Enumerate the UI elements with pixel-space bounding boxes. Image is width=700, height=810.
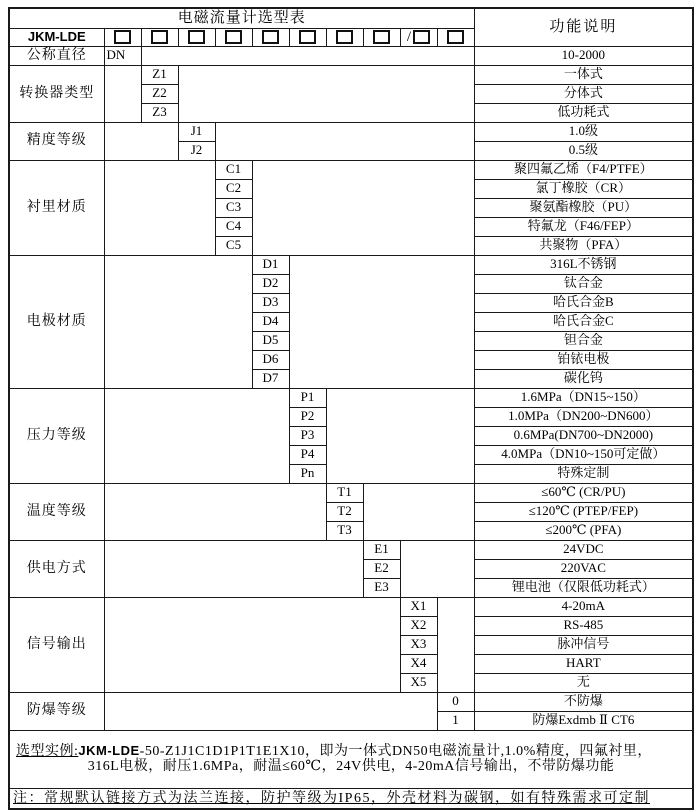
desc-cell: 4.0MPa（DN10~150可定做）	[474, 445, 693, 464]
code-cell: X2	[400, 616, 437, 635]
desc-cell: 钛合金	[474, 274, 693, 293]
desc-cell: 聚四氟乙烯（F4/PTFE）	[474, 160, 693, 179]
code-cell: Pn	[289, 464, 326, 483]
model-code-cell-9	[400, 28, 437, 46]
checkbox-icon	[151, 30, 168, 44]
spacer-cell	[437, 597, 474, 692]
model-code-cell-10	[437, 28, 474, 46]
selection-table	[8, 7, 694, 810]
desc-cell: 防爆Exdmb Ⅱ CT6	[474, 711, 693, 730]
desc-cell: RS-485	[474, 616, 693, 635]
desc-cell: 特氟龙（F46/FEP）	[474, 217, 693, 236]
desc-cell: 锂电池（仅限低功耗式）	[474, 578, 693, 597]
spacer-cell	[326, 388, 474, 483]
selection-sheet	[8, 7, 694, 810]
desc-cell: 24VDC	[474, 540, 693, 559]
code-cell: Z3	[141, 103, 178, 122]
slash-separator: /	[406, 28, 412, 45]
example-rest: -50-Z1J1C1D1P1T1E1X10，即为一体式DN50电磁流量计,1.0%精度，四氟衬里，	[139, 743, 652, 759]
checkbox-icon	[336, 30, 353, 44]
code-cell: C5	[215, 236, 252, 255]
desc-cell: ≤60℃ (CR/PU)	[474, 483, 693, 502]
checkbox-icon	[262, 30, 279, 44]
code-cell: J2	[178, 141, 215, 160]
example-note	[9, 730, 693, 788]
section-label-output: 信号输出	[9, 597, 104, 692]
example-line-2: 316L电极，耐压1.6MPa，耐温≤60℃，24V供电，4-20mA信号输出，不带防爆功能	[87, 759, 615, 774]
code-cell: Z1	[141, 65, 178, 84]
desc-cell: 共聚物（PFA）	[474, 236, 693, 255]
desc-cell: 低功耗式	[474, 103, 693, 122]
code-cell: J1	[178, 122, 215, 141]
spacer-cell	[141, 46, 474, 65]
desc-cell: ≤120℃ (PTEP/FEP)	[474, 502, 693, 521]
spacer-cell	[104, 122, 178, 160]
spacer-cell	[215, 122, 474, 160]
spacer-cell	[104, 540, 363, 597]
spacer-cell	[104, 483, 326, 540]
spacer-cell	[363, 483, 474, 540]
desc-cell: 0.5级	[474, 141, 693, 160]
code-cell: D6	[252, 350, 289, 369]
checkbox-icon	[114, 30, 131, 44]
model-code-cell-1	[104, 28, 141, 46]
code-cell: D4	[252, 312, 289, 331]
code-cell: DN	[104, 46, 141, 65]
desc-cell: HART	[474, 654, 693, 673]
example-model: JKM-LDE	[78, 742, 140, 758]
section-label-converter-type: 转换器类型	[9, 65, 104, 122]
spacer-cell	[104, 597, 400, 692]
desc-cell: 铂铱电极	[474, 350, 693, 369]
spacer-cell	[104, 255, 252, 388]
desc-cell: 316L不锈钢	[474, 255, 693, 274]
desc-cell: 聚氨酯橡胶（PU）	[474, 198, 693, 217]
function-header: 功能说明	[474, 8, 693, 46]
desc-cell: 10-2000	[474, 46, 693, 65]
code-cell: T3	[326, 521, 363, 540]
code-cell: D2	[252, 274, 289, 293]
checkbox-icon	[373, 30, 390, 44]
code-cell: C4	[215, 217, 252, 236]
spacer-cell	[289, 255, 474, 388]
spacer-cell	[178, 65, 474, 122]
checkbox-icon	[225, 30, 242, 44]
example-label: 选型实例:	[16, 743, 79, 759]
model-code-cell-5	[252, 28, 289, 46]
code-cell: E1	[363, 540, 400, 559]
model-code-cell-8	[363, 28, 400, 46]
bottom-note: 注：常规默认链接方式为法兰连接，防护等级为IP65，外壳材料为碳钢，如有特殊需求可定制	[13, 790, 650, 806]
desc-cell: 脉冲信号	[474, 635, 693, 654]
code-cell: 1	[437, 711, 474, 730]
code-cell: P2	[289, 407, 326, 426]
code-cell: D1	[252, 255, 289, 274]
section-label-lining: 衬里材质	[9, 160, 104, 255]
desc-cell: 钽合金	[474, 331, 693, 350]
desc-cell: 无	[474, 673, 693, 692]
model-code-cell-6	[289, 28, 326, 46]
section-label-temperature: 温度等级	[9, 483, 104, 540]
desc-cell: ≤200℃ (PFA)	[474, 521, 693, 540]
code-cell: C1	[215, 160, 252, 179]
code-cell: D7	[252, 369, 289, 388]
model-prefix: JKM-LDE	[9, 28, 104, 46]
table-title: 电磁流量计选型表	[9, 8, 474, 28]
desc-cell: 一体式	[474, 65, 693, 84]
checkbox-icon	[299, 30, 316, 44]
model-code-cell-3	[178, 28, 215, 46]
bottom-note-row	[9, 788, 693, 809]
code-cell: D5	[252, 331, 289, 350]
example-line-1	[13, 744, 689, 759]
model-code-cell-4	[215, 28, 252, 46]
desc-cell: 氯丁橡胶（CR）	[474, 179, 693, 198]
code-cell: X1	[400, 597, 437, 616]
checkbox-icon	[447, 30, 464, 44]
desc-cell: 220VAC	[474, 559, 693, 578]
code-cell: T2	[326, 502, 363, 521]
code-cell: P1	[289, 388, 326, 407]
desc-cell: 碳化钨	[474, 369, 693, 388]
section-label-accuracy: 精度等级	[9, 122, 104, 160]
code-cell: X5	[400, 673, 437, 692]
section-label-diameter: 公称直径	[9, 46, 104, 65]
code-cell: P3	[289, 426, 326, 445]
spacer-cell	[104, 65, 141, 122]
section-label-electrode: 电极材质	[9, 255, 104, 388]
code-cell: X3	[400, 635, 437, 654]
model-code-cell-7	[326, 28, 363, 46]
code-cell: E3	[363, 578, 400, 597]
desc-cell: 1.0级	[474, 122, 693, 141]
section-label-power: 供电方式	[9, 540, 104, 597]
desc-cell: 不防爆	[474, 692, 693, 711]
code-cell: P4	[289, 445, 326, 464]
code-cell: E2	[363, 559, 400, 578]
spacer-cell	[104, 160, 215, 255]
code-cell: C3	[215, 198, 252, 217]
desc-cell: 哈氏合金C	[474, 312, 693, 331]
desc-cell: 1.0MPa（DN200~DN600）	[474, 407, 693, 426]
desc-cell: 分体式	[474, 84, 693, 103]
desc-cell: 0.6MPa(DN700~DN2000)	[474, 426, 693, 445]
checkbox-icon	[188, 30, 205, 44]
desc-cell: 4-20mA	[474, 597, 693, 616]
spacer-cell	[400, 540, 474, 597]
code-cell: X4	[400, 654, 437, 673]
spacer-cell	[104, 388, 289, 483]
section-label-pressure: 压力等级	[9, 388, 104, 483]
section-label-explosion: 防爆等级	[9, 692, 104, 730]
desc-cell: 特殊定制	[474, 464, 693, 483]
checkbox-icon	[413, 30, 430, 44]
code-cell: Z2	[141, 84, 178, 103]
code-cell: 0	[437, 692, 474, 711]
code-cell: T1	[326, 483, 363, 502]
spacer-cell	[252, 160, 474, 255]
model-code-cell-2	[141, 28, 178, 46]
desc-cell: 1.6MPa（DN15~150）	[474, 388, 693, 407]
code-cell: D3	[252, 293, 289, 312]
spacer-cell	[104, 692, 437, 730]
code-cell: C2	[215, 179, 252, 198]
desc-cell: 哈氏合金B	[474, 293, 693, 312]
